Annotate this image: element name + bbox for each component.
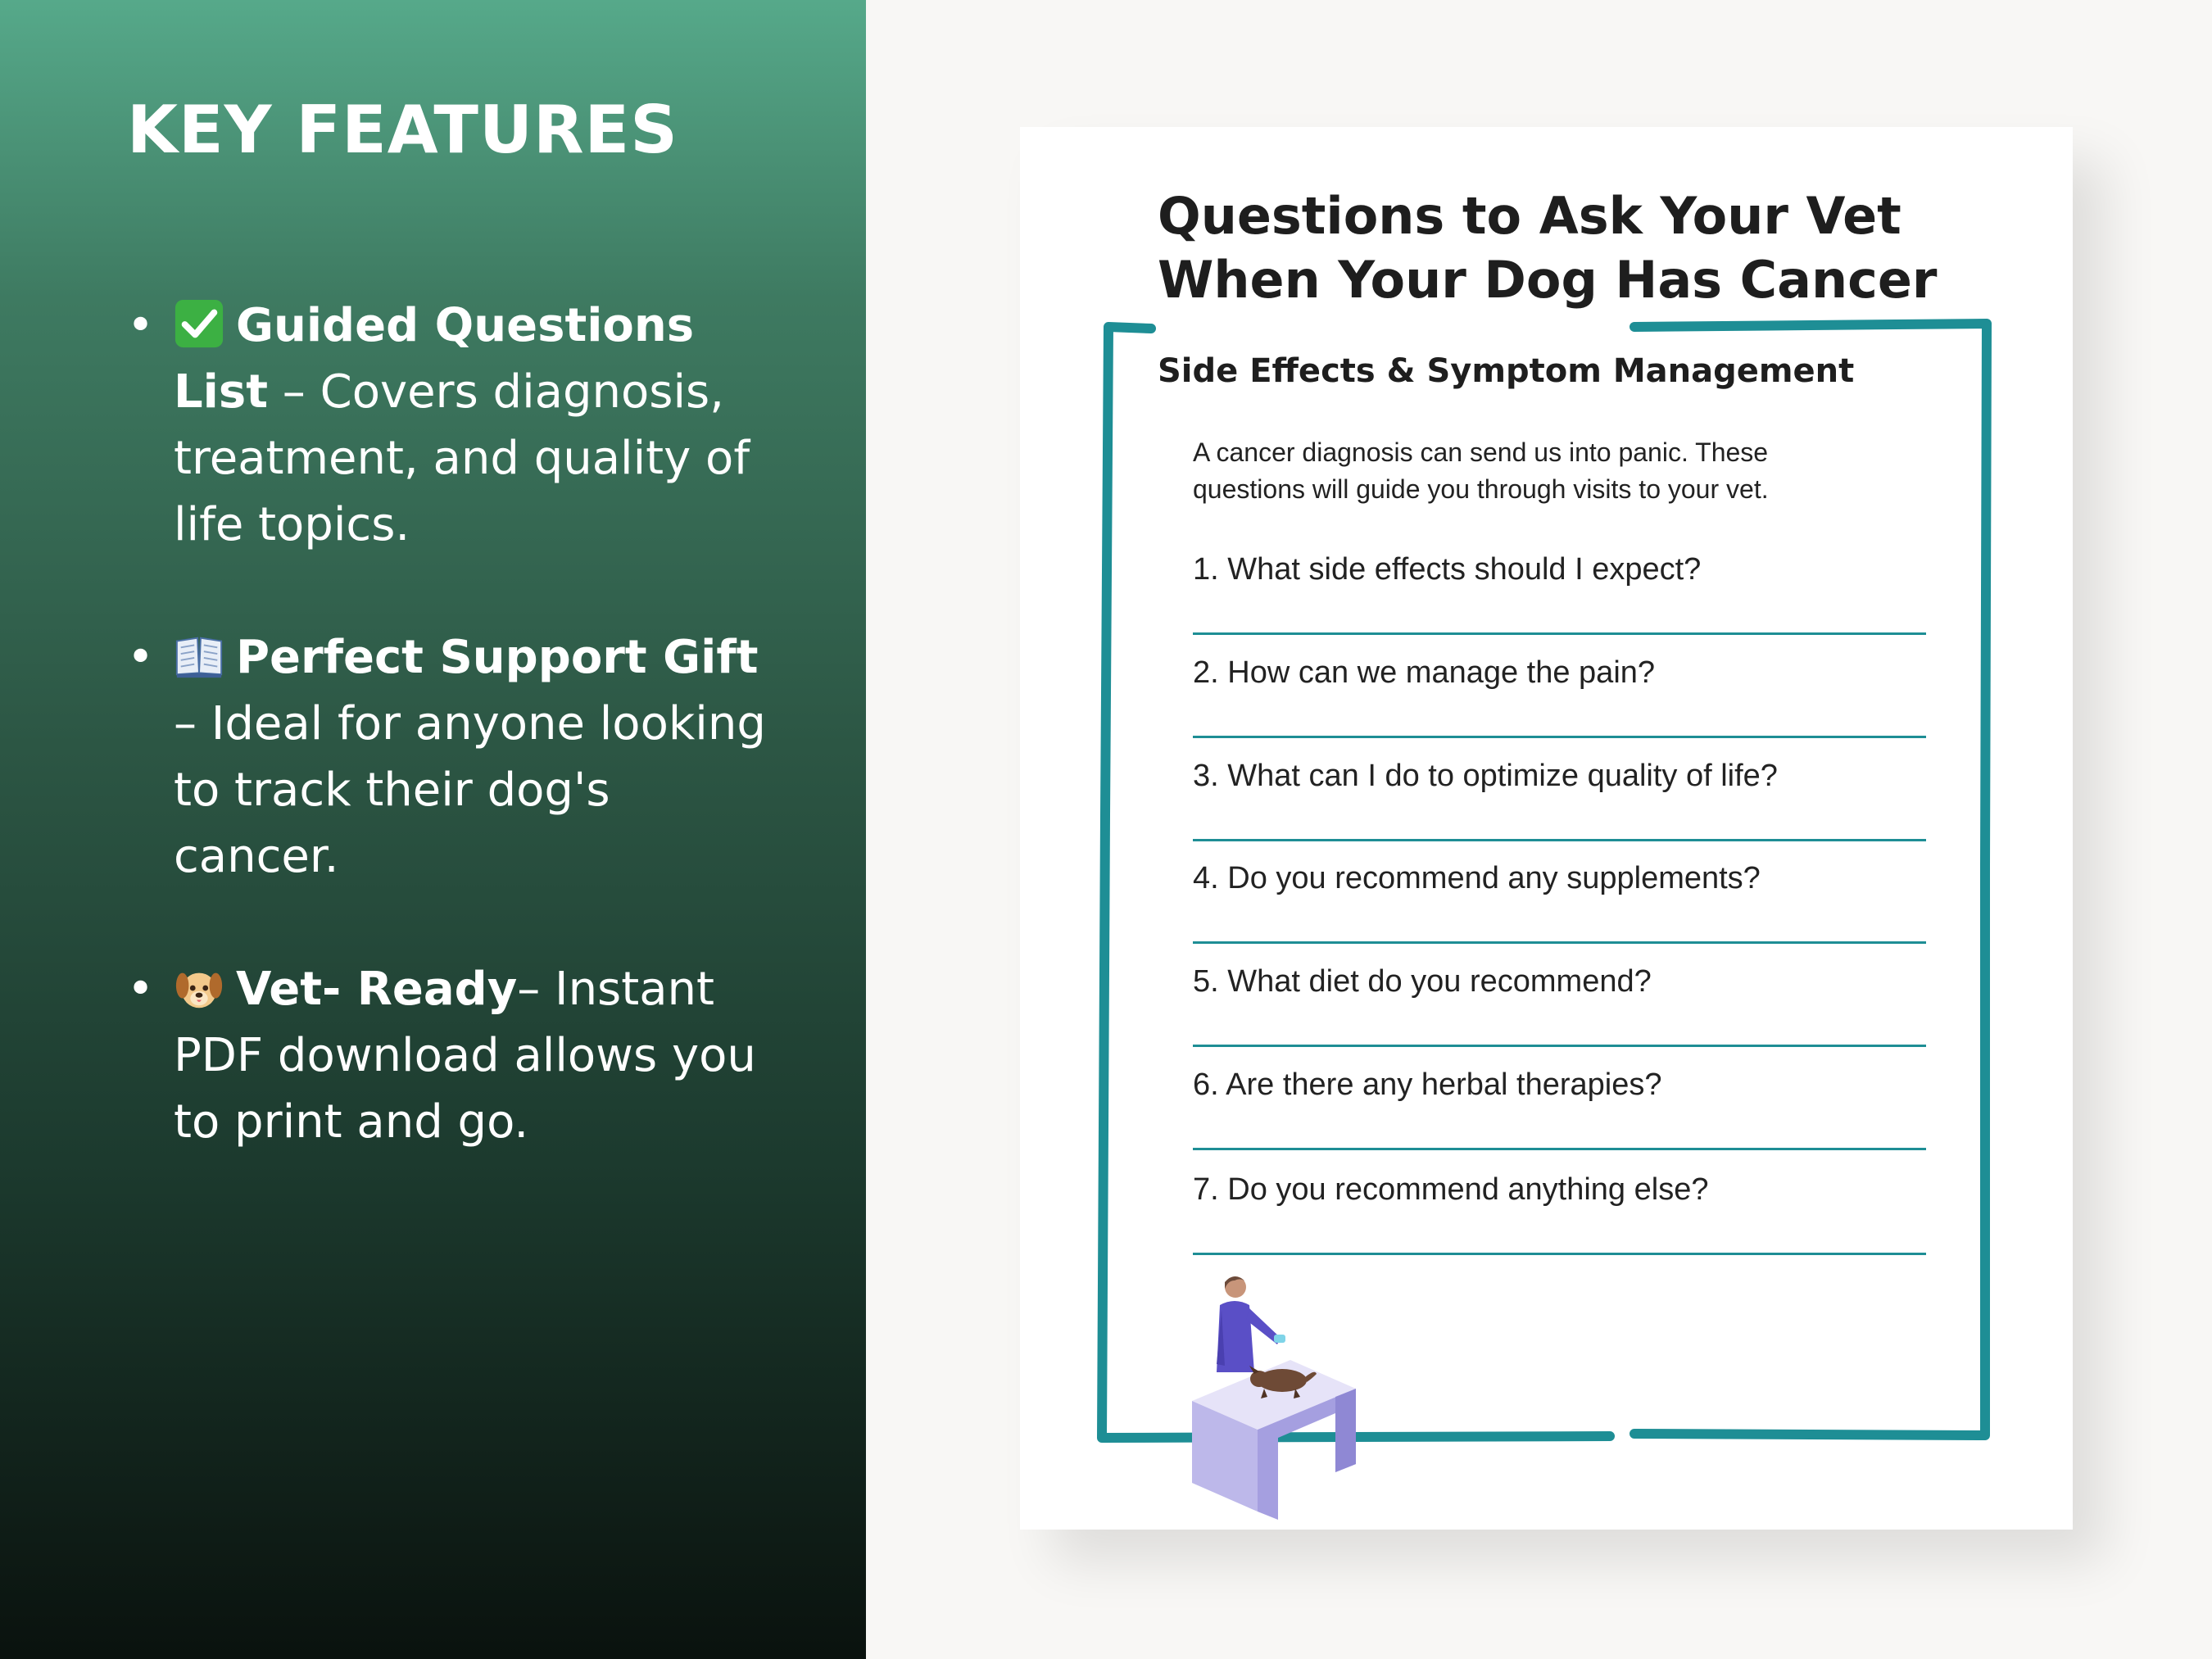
feature-item-guided-questions <box>127 292 782 558</box>
section-title: Side Effects & Symptom Management <box>1158 352 1855 390</box>
question-text: 6. Are there any herbal therapies? <box>1193 1067 1662 1102</box>
worksheet-page <box>1020 127 2073 1530</box>
feature-text: – Instant PDF download allows you to print and go. <box>174 963 756 1149</box>
dog-face-icon <box>174 962 224 1013</box>
answer-line[interactable] <box>1193 736 1926 738</box>
question-item <box>1193 961 1926 1047</box>
worksheet-title <box>1158 184 2018 312</box>
question-item <box>1193 755 1926 841</box>
answer-line[interactable] <box>1193 941 1926 944</box>
answer-line[interactable] <box>1193 1148 1926 1150</box>
question-item <box>1193 549 1926 635</box>
feature-heading: Vet- Ready <box>236 963 518 1016</box>
bullet: • <box>127 631 155 684</box>
answer-line[interactable] <box>1193 1253 1926 1255</box>
question-item <box>1193 1169 1926 1255</box>
bullet: • <box>127 299 155 352</box>
question-text: 4. Do you recommend any supplements? <box>1193 861 1761 895</box>
features-panel <box>0 0 866 1659</box>
question-text: 3. What can I do to optimize quality of life? <box>1193 759 1778 793</box>
feature-text: – Ideal for anyone looking to track their dog's cancer. <box>174 697 766 883</box>
feature-heading: Guided Questions List <box>174 299 695 419</box>
answer-line[interactable] <box>1193 632 1926 635</box>
question-text: 5. What diet do you recommend? <box>1193 964 1652 999</box>
question-item <box>1193 858 1926 944</box>
intro-text: A cancer diagnosis can send us into panic. These questions will guide you through visits to your vet. <box>1193 437 1769 504</box>
feature-item-support-gift <box>127 624 782 890</box>
bullet: • <box>127 963 155 1016</box>
answer-line[interactable] <box>1193 1045 1926 1047</box>
question-text: 7. Do you recommend anything else? <box>1193 1172 1709 1207</box>
question-text: 1. What side effects should I expect? <box>1193 552 1702 587</box>
answer-line[interactable] <box>1193 839 1926 841</box>
question-item <box>1193 1064 1926 1150</box>
check-mark-icon <box>174 298 224 349</box>
worksheet-title-line1: Questions to Ask Your Vet <box>1158 186 1902 246</box>
vet-examining-dog-illustration <box>1192 1274 1372 1520</box>
feature-heading: Perfect Support Gift <box>236 631 759 684</box>
panel-title: KEY FEATURES <box>127 92 678 168</box>
worksheet-title-line2: When Your Dog Has Cancer <box>1158 250 1938 310</box>
question-item <box>1193 652 1926 738</box>
feature-text: – Covers diagnosis, treatment, and quality of life topics. <box>174 365 750 551</box>
open-book-icon <box>174 630 224 681</box>
question-text: 2. How can we manage the pain? <box>1193 655 1656 690</box>
feature-item-vet-ready <box>127 956 782 1155</box>
